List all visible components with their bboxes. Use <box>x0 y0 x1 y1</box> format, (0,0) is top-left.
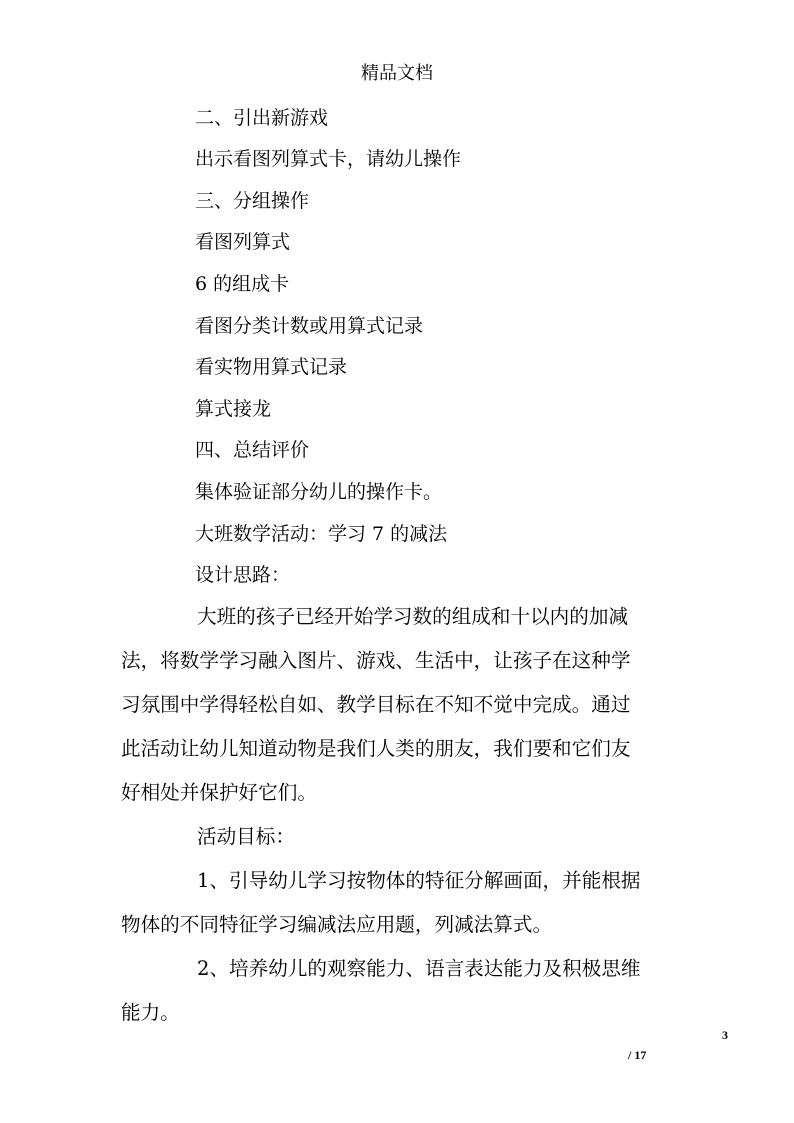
text-line: 6 的组成卡 <box>195 273 290 295</box>
text-line: 设计思路： <box>195 564 291 586</box>
text-line: 看图列算式 <box>195 231 291 253</box>
page-number: 3 <box>722 1028 728 1042</box>
goal-line: 能力。 <box>121 1001 180 1024</box>
paragraph-line: 此活动让幼儿知道动物是我们人类的朋友，我们要和它们友 <box>121 737 631 760</box>
text-line: 大班数学活动：学习 7 的减法 <box>195 523 448 545</box>
text-line: 看实物用算式记录 <box>195 356 348 378</box>
goal-line: 2、培养幼儿的观察能力、语言表达能力及积极思维 <box>197 957 641 980</box>
paragraph-line: 大班的孩子已经开始学习数的组成和十以内的加减 <box>197 605 629 628</box>
text-line: 算式接龙 <box>195 398 272 420</box>
paragraph-line: 好相处并保护好它们。 <box>121 781 317 804</box>
page-total: / 17 <box>628 1048 647 1062</box>
text-line: 看图分类计数或用算式记录 <box>195 315 424 337</box>
goals-heading: 活动目标： <box>197 825 295 848</box>
paragraph-line: 法，将数学学习融入图片、游戏、生活中，让孩子在这种学 <box>121 649 631 672</box>
text-line: 二、引出新游戏 <box>195 107 329 129</box>
text-line: 四、总结评价 <box>195 439 310 461</box>
text-line: 集体验证部分幼儿的操作卡。 <box>195 481 443 503</box>
goal-line: 1、引导幼儿学习按物体的特征分解画面，并能根据 <box>197 869 641 892</box>
paragraph-line: 习氛围中学得轻松自如、教学目标在不知不觉中完成。通过 <box>121 693 631 716</box>
text-line: 三、分组操作 <box>195 190 310 212</box>
page-header-title: 精品文档 <box>361 63 433 84</box>
text-line: 出示看图列算式卡，请幼儿操作 <box>195 148 462 170</box>
goal-line: 物体的不同特征学习编减法应用题，列减法算式。 <box>121 913 553 936</box>
